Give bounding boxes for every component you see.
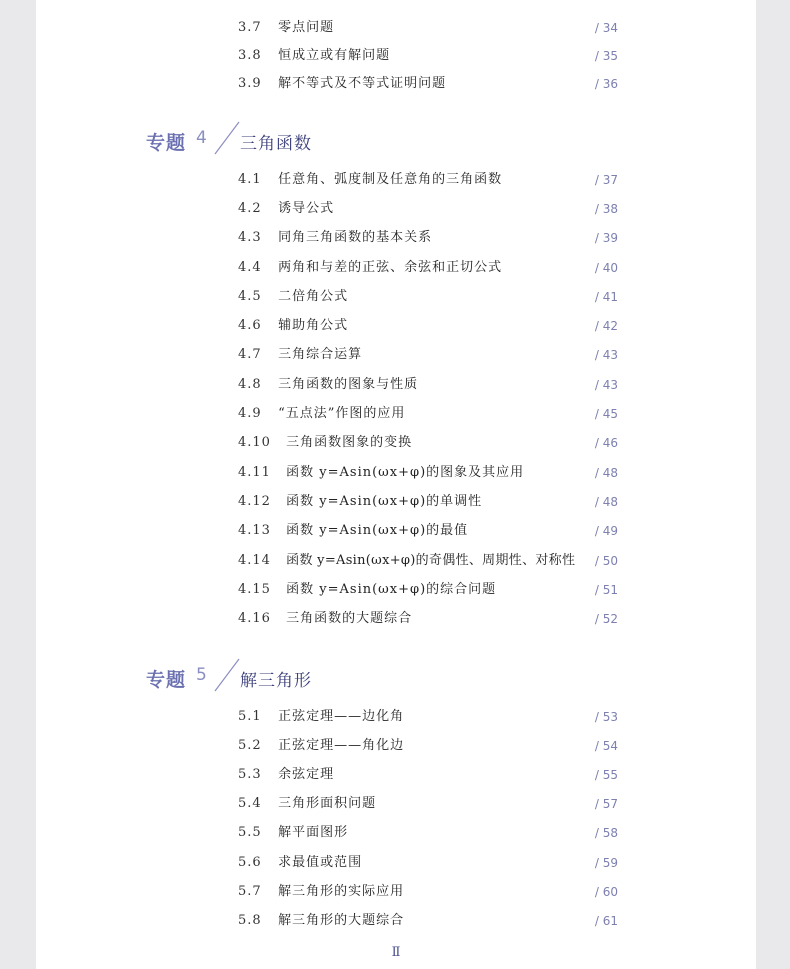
toc-entry-5-7[interactable]: [238, 882, 622, 902]
entry-page: / 35: [594, 49, 618, 63]
entry-number: 4.14: [238, 553, 271, 568]
entry-page: / 55: [594, 768, 618, 782]
slash-divider-icon: [212, 120, 242, 156]
entry-number: 3.7: [238, 20, 262, 35]
toc-entry-4-1[interactable]: [238, 170, 622, 190]
entry-page: / 60: [594, 885, 618, 899]
toc-entry-4-13[interactable]: [238, 521, 622, 541]
toc-entry-4-14[interactable]: [238, 551, 622, 571]
entry-page: / 57: [594, 797, 618, 811]
entry-title: 三角函数的图象与性质: [278, 377, 419, 392]
toc-entry-5-5[interactable]: [238, 823, 622, 843]
entry-page: / 46: [594, 436, 618, 450]
entry-page: / 48: [594, 466, 618, 480]
entry-title: 函数 y=Asin(ωx+φ)的图象及其应用: [286, 465, 525, 480]
entry-page: / 36: [594, 77, 618, 91]
entry-number: 4.7: [238, 347, 262, 362]
entry-number: 5.8: [238, 913, 262, 928]
toc-entry-3-8[interactable]: [238, 46, 622, 66]
entry-number: 5.3: [238, 767, 262, 782]
entry-page: / 34: [594, 21, 618, 35]
entry-page: / 43: [594, 378, 618, 392]
entry-title: 求最值或范围: [278, 855, 363, 870]
topic-label: 专题: [146, 669, 187, 691]
entry-title: 两角和与差的正弦、余弦和正切公式: [278, 260, 503, 275]
entry-page: / 40: [594, 261, 618, 275]
entry-title: 余弦定理: [278, 767, 335, 782]
toc-entry-3-9[interactable]: [238, 74, 622, 94]
entry-page: / 50: [594, 554, 618, 568]
toc-entry-4-16[interactable]: [238, 609, 622, 629]
toc-entry-4-9[interactable]: [238, 404, 622, 424]
toc-entry-4-11[interactable]: [238, 463, 622, 483]
entry-title: 函数 y=Asin(ωx+φ)的最值: [286, 523, 469, 538]
entry-title: 函数 y=Asin(ωx+φ)的综合问题: [286, 582, 497, 597]
entry-number: 4.10: [238, 435, 271, 450]
topic-name: 三角函数: [240, 134, 312, 154]
entry-number: 4.11: [238, 465, 271, 480]
entry-title: 恒成立或有解问题: [278, 48, 391, 63]
entry-number: 4.3: [238, 230, 262, 245]
entry-number: 4.4: [238, 260, 262, 275]
entry-page: / 45: [594, 407, 618, 421]
entry-title: 解三角形的实际应用: [278, 884, 405, 899]
entry-number: 4.2: [238, 201, 262, 216]
entry-title: 正弦定理——边化角: [278, 709, 405, 724]
entry-number: 4.1: [238, 172, 262, 187]
entry-title: 三角综合运算: [278, 347, 363, 362]
entry-page: / 59: [594, 856, 618, 870]
toc-entry-4-2[interactable]: [238, 199, 622, 219]
toc-entry-4-15[interactable]: [238, 580, 622, 600]
topic-5-heading: [146, 661, 546, 695]
entry-title: 三角形面积问题: [278, 796, 377, 811]
toc-entry-4-6[interactable]: [238, 316, 622, 336]
entry-number: 4.15: [238, 582, 271, 597]
entry-title: 零点问题: [278, 20, 335, 35]
entry-title: 二倍角公式: [278, 289, 349, 304]
entry-title: 三角函数图象的变换: [286, 435, 413, 450]
entry-page: / 37: [594, 173, 618, 187]
entry-number: 4.13: [238, 523, 271, 538]
entry-number: 5.6: [238, 855, 262, 870]
topic-4-heading: [146, 124, 546, 158]
entry-title: 任意角、弧度制及任意角的三角函数: [278, 172, 503, 187]
topic-number: 4: [196, 128, 207, 148]
entry-number: 4.9: [238, 406, 262, 421]
entry-number: 5.7: [238, 884, 262, 899]
toc-entry-5-4[interactable]: [238, 794, 622, 814]
entry-page: / 39: [594, 231, 618, 245]
entry-number: 4.16: [238, 611, 271, 626]
entry-title: 解平面图形: [278, 825, 349, 840]
toc-entry-4-12[interactable]: [238, 492, 622, 512]
entry-page: / 38: [594, 202, 618, 216]
entry-number: 4.12: [238, 494, 271, 509]
page-number: Ⅱ: [391, 945, 401, 960]
entry-page: / 42: [594, 319, 618, 333]
topic-label: 专题: [146, 132, 187, 154]
entry-page: / 48: [594, 495, 618, 509]
entry-title: 解三角形的大题综合: [278, 913, 405, 928]
toc-entry-5-2[interactable]: [238, 736, 622, 756]
toc-entry-4-5[interactable]: [238, 287, 622, 307]
entry-page: / 53: [594, 710, 618, 724]
entry-number: 4.8: [238, 377, 262, 392]
toc-entry-4-7[interactable]: [238, 345, 622, 365]
entry-title: 同角三角函数的基本关系: [278, 230, 433, 245]
entry-number: 5.1: [238, 709, 262, 724]
toc-entry-3-7[interactable]: [238, 18, 622, 38]
entry-title: 函数 y=Asin(ωx+φ)的奇偶性、周期性、对称性: [286, 553, 576, 568]
toc-entry-4-3[interactable]: [238, 228, 622, 248]
slash-divider-icon: [212, 657, 242, 693]
entry-page: / 58: [594, 826, 618, 840]
entry-title: 三角函数的大题综合: [286, 611, 413, 626]
entry-page: / 61: [594, 914, 618, 928]
entry-page: / 51: [594, 583, 618, 597]
entry-title: 函数 y=Asin(ωx+φ)的单调性: [286, 494, 483, 509]
entry-number: 4.6: [238, 318, 262, 333]
entry-title: “五点法”作图的应用: [278, 406, 406, 421]
toc-entry-5-6[interactable]: [238, 853, 622, 873]
entry-page: / 49: [594, 524, 618, 538]
topic-number: 5: [196, 665, 207, 685]
toc-entry-4-4[interactable]: [238, 258, 622, 278]
entry-number: 3.8: [238, 48, 262, 63]
entry-page: / 54: [594, 739, 618, 753]
entry-title: 正弦定理——角化边: [278, 738, 405, 753]
toc-entry-5-3[interactable]: [238, 765, 622, 785]
topic-name: 解三角形: [240, 671, 312, 691]
entry-page: / 52: [594, 612, 618, 626]
entry-page: / 43: [594, 348, 618, 362]
toc-entry-4-8[interactable]: [238, 375, 622, 395]
toc-entry-5-8[interactable]: [238, 911, 622, 931]
entry-title: 辅助角公式: [278, 318, 349, 333]
entry-page: / 41: [594, 290, 618, 304]
toc-entry-4-10[interactable]: [238, 433, 622, 453]
entry-number: 5.5: [238, 825, 262, 840]
toc-entry-5-1[interactable]: [238, 707, 622, 727]
entry-title: 解不等式及不等式证明问题: [278, 76, 447, 91]
entry-number: 4.5: [238, 289, 262, 304]
entry-number: 5.2: [238, 738, 262, 753]
entry-number: 5.4: [238, 796, 262, 811]
entry-title: 诱导公式: [278, 201, 335, 216]
entry-number: 3.9: [238, 76, 262, 91]
